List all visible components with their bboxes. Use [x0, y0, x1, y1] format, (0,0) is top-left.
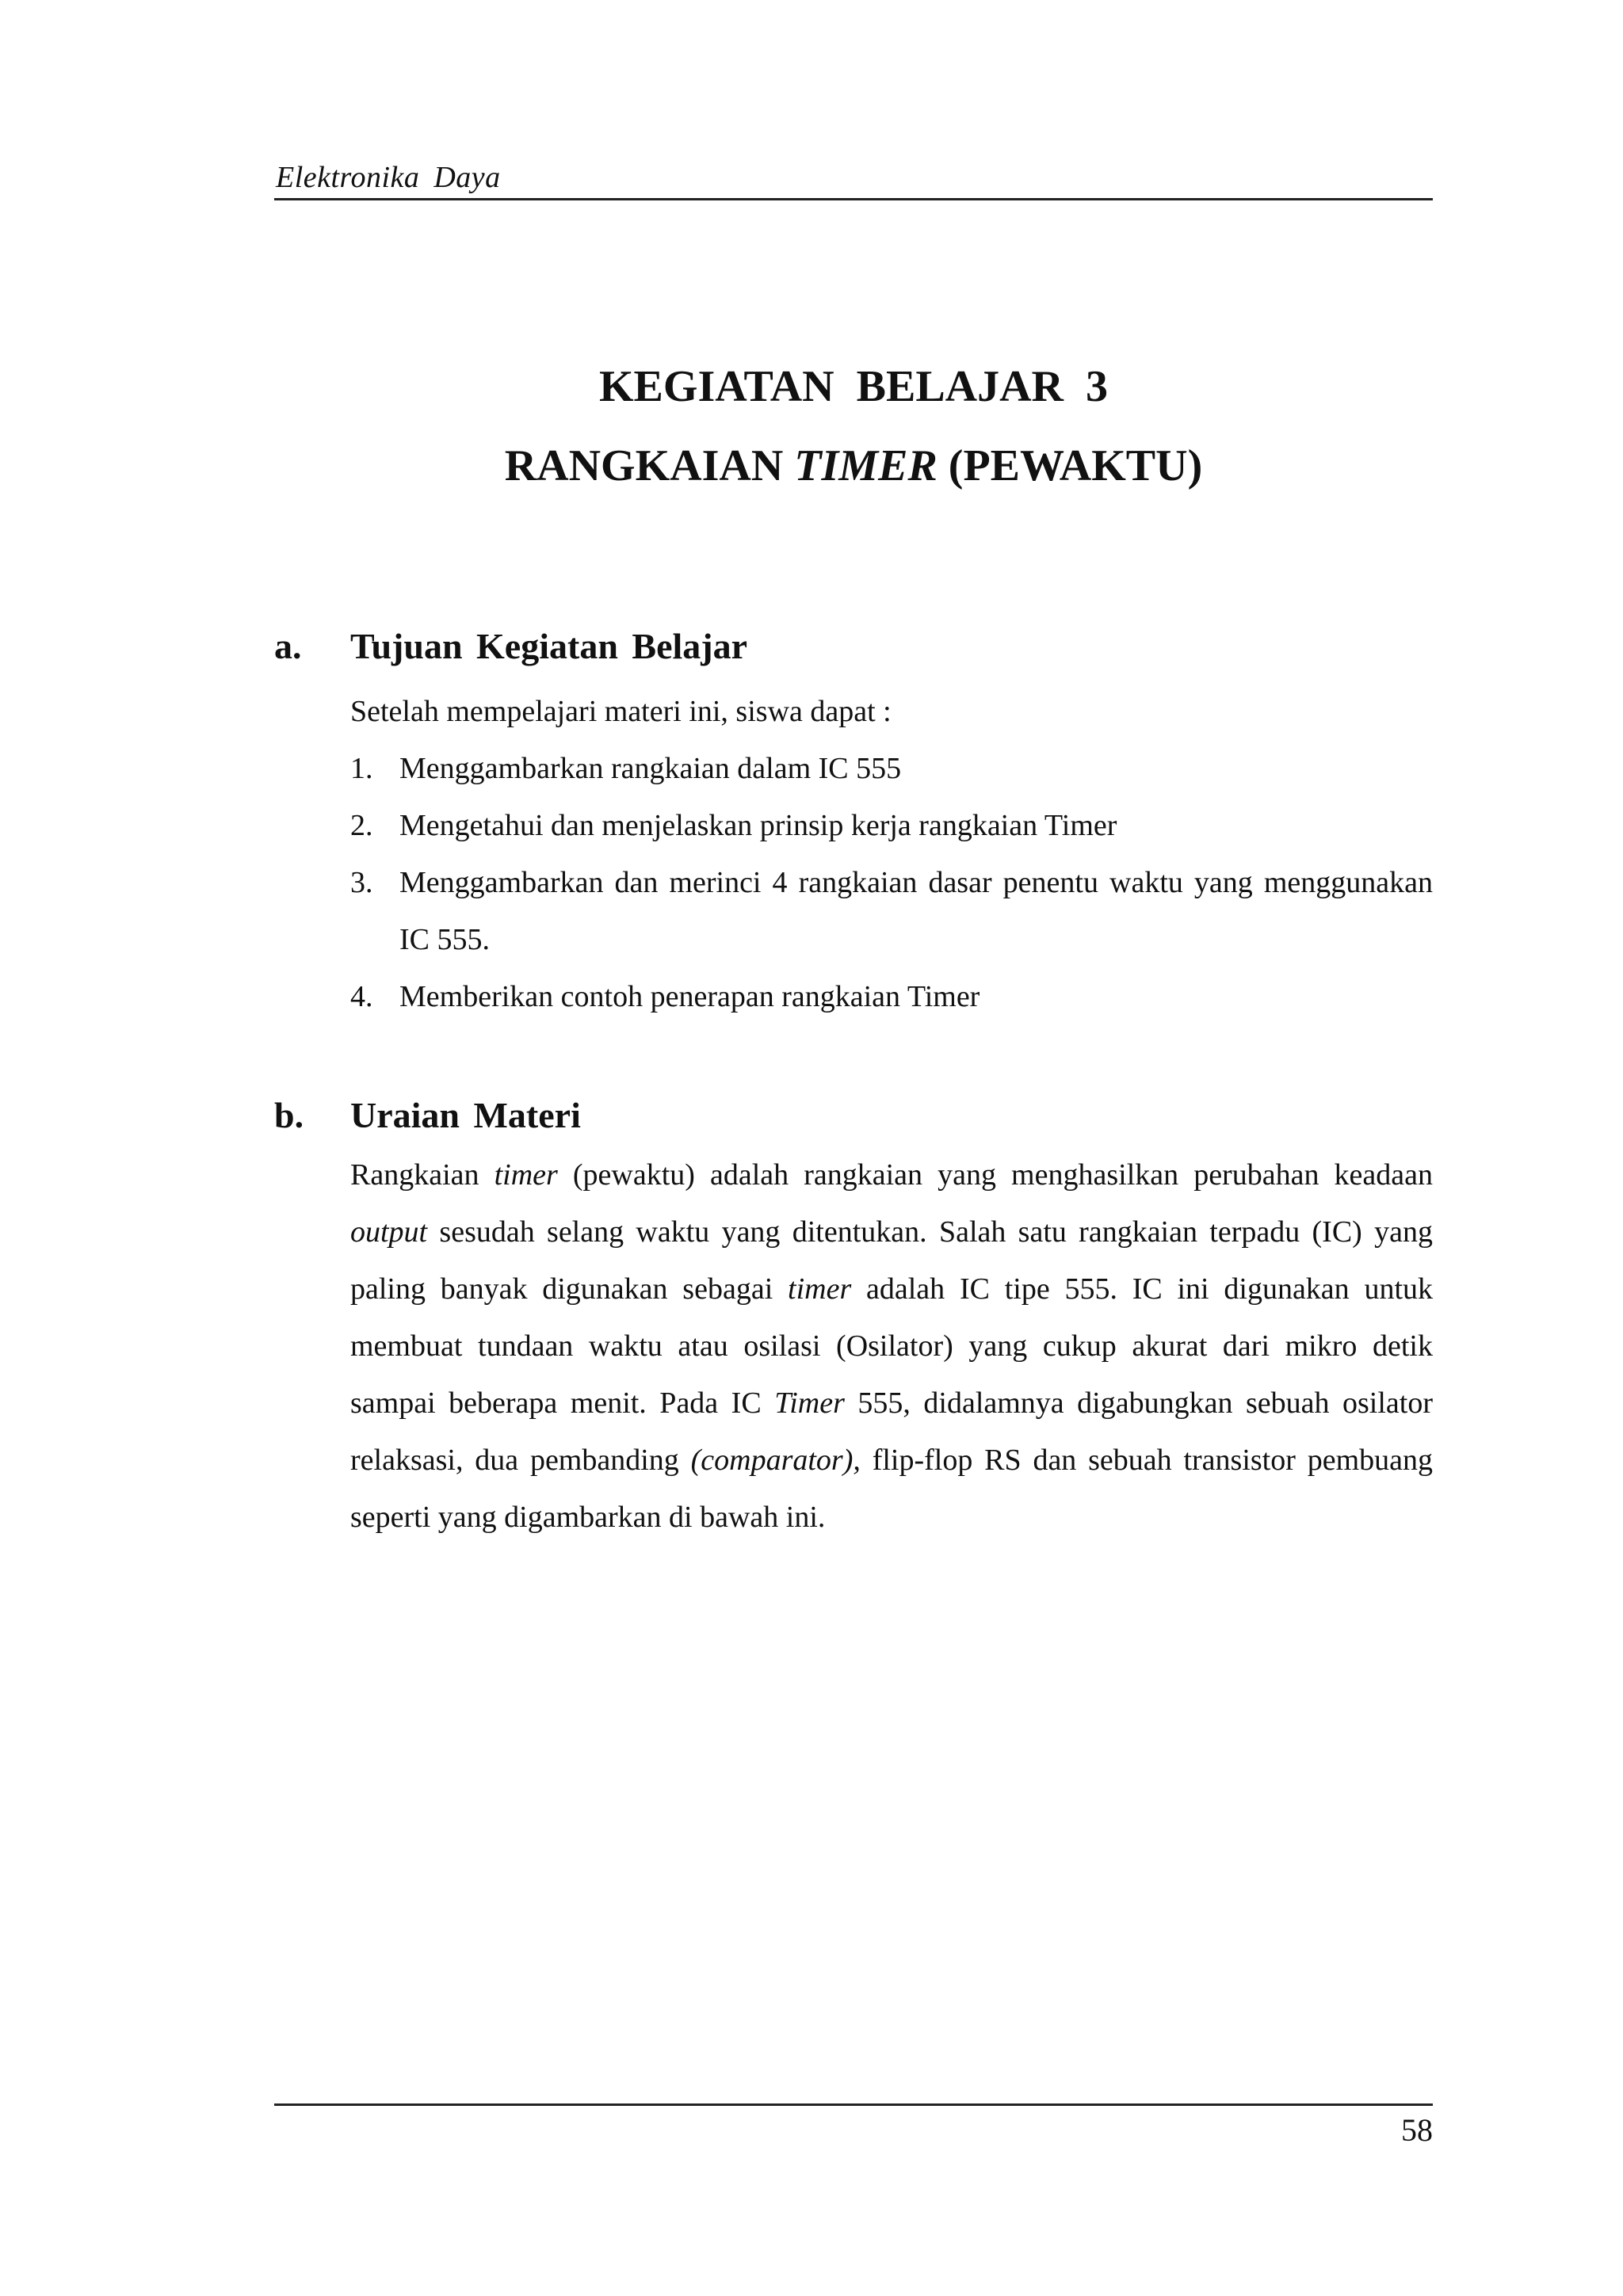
chapter-title-line2-start: RANGKAIAN: [504, 441, 795, 490]
list-item-text: Memberikan contoh penerapan rangkaian Timer: [399, 980, 980, 1013]
list-item: [350, 740, 1433, 797]
paragraph-text: adalah IC tipe 555. IC ini digunakan untuk membuat tundaan waktu atau osilasi (Osilator) yang cukup akurat dari mikro detik sampai beberapa menit. Pada IC: [350, 1272, 1433, 1420]
paragraph-italic: timer: [494, 1158, 558, 1192]
list-item-number: 2.: [350, 809, 373, 842]
list-item: [350, 797, 1433, 854]
list-item-text: Menggambarkan rangkaian dalam IC 555: [399, 752, 902, 785]
chapter-title-line2-end: (PEWAKTU): [937, 441, 1203, 490]
section-b-title: Uraian Materi: [350, 1095, 581, 1135]
chapter-title: [274, 347, 1433, 505]
chapter-title-line2-italic: TIMER: [794, 441, 938, 490]
paragraph-text: Rangkaian: [350, 1158, 495, 1192]
section-b-paragraph: [350, 1146, 1433, 1546]
section-a-intro: Setelah mempelajari materi ini, siswa dapat :: [350, 695, 892, 728]
list-item: [350, 854, 1433, 968]
objectives-list: [350, 740, 1433, 1025]
list-item-text: Mengetahui dan menjelaskan prinsip kerja rangkaian Timer: [399, 809, 1117, 842]
list-item: [350, 968, 1433, 1025]
paragraph-italic: Timer: [774, 1386, 845, 1420]
section-a-title: Tujuan Kegiatan Belajar: [350, 626, 748, 666]
list-item-number: 4.: [350, 980, 373, 1013]
chapter-title-line1: KEGIATAN BELAJAR 3: [598, 362, 1108, 411]
list-item-number: 3.: [350, 866, 373, 899]
paragraph-text: sesudah selang waktu yang ditentukan. Salah satu rangkaian terpadu (IC) yang paling banyak digunakan sebagai: [350, 1215, 1433, 1306]
paragraph-text: flip-flop RS dan sebuah transistor pembuang seperti yang digambarkan di bawah ini.: [350, 1444, 1433, 1534]
footer-rule: [274, 2103, 1433, 2106]
paragraph-italic: output: [350, 1215, 428, 1249]
page-number: 58: [1401, 2112, 1433, 2148]
chapter-title-line2: [274, 426, 1433, 505]
section-a-marker: a.: [274, 626, 302, 666]
paragraph-italic: (comparator),: [690, 1444, 861, 1477]
list-item-number: 1.: [350, 752, 373, 785]
paragraph-italic: timer: [788, 1272, 852, 1306]
paragraph-text: 555, didalamnya digabungkan sebuah osilator relaksasi, dua pembanding: [350, 1386, 1433, 1477]
paragraph-text: (pewaktu) adalah rangkaian yang menghasilkan perubahan keadaan: [557, 1158, 1433, 1192]
list-item-text: Menggambarkan dan merinci 4 rangkaian dasar penentu waktu yang menggunakan IC 555.: [399, 866, 1433, 956]
section-a-heading: [274, 623, 1067, 670]
section-b-marker: b.: [274, 1095, 304, 1135]
section-b-heading: [274, 1092, 1067, 1139]
running-header: [274, 158, 1433, 200]
running-header-title: Elektronika Daya: [276, 161, 501, 194]
